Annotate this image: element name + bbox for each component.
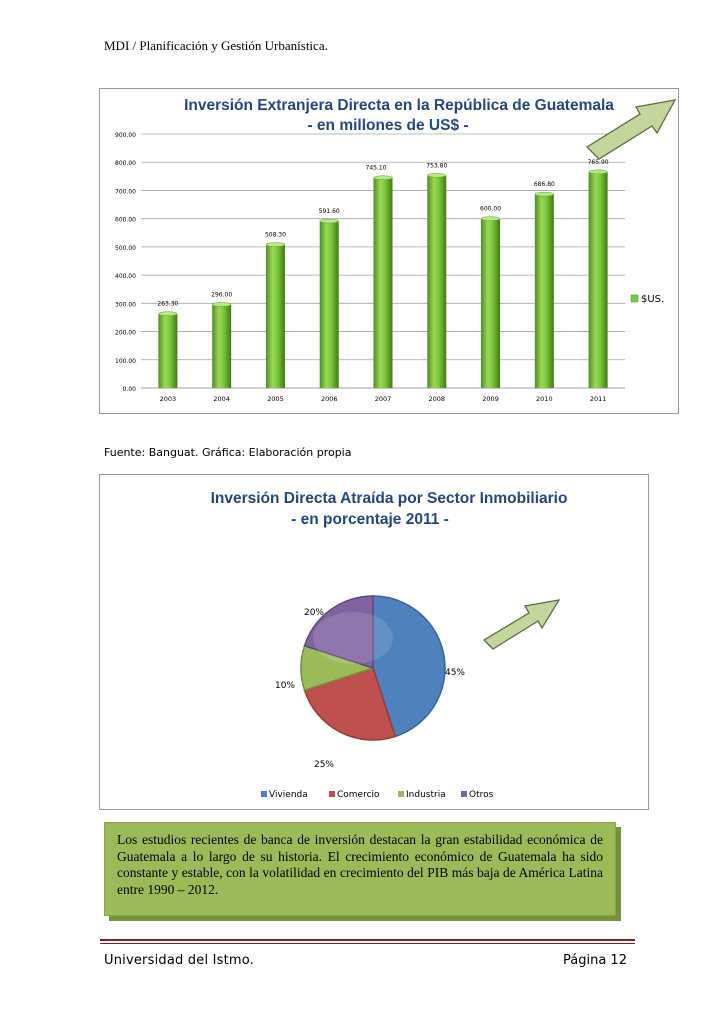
x-tick-label: 2005	[267, 395, 284, 403]
legend-swatch	[329, 791, 335, 797]
bar	[589, 172, 608, 388]
y-tick-label: 400.00	[115, 273, 136, 281]
data-label: 591.60	[318, 208, 340, 216]
bar-top	[266, 243, 285, 247]
data-label: 263.30	[157, 300, 179, 308]
legend-label: Industria	[406, 790, 446, 800]
bar	[427, 175, 446, 388]
y-tick-label: 500.00	[115, 244, 136, 252]
bar-top	[427, 173, 446, 177]
info-textbox	[104, 822, 616, 916]
legend-swatch	[261, 791, 267, 797]
bar-top	[212, 302, 231, 306]
bar	[158, 314, 177, 388]
bar	[535, 194, 554, 388]
bar-top	[481, 217, 500, 221]
data-label: 765.90	[587, 158, 609, 166]
bar-chart-title-line1: Inversión Extranjera Directa en la República de Guatemala	[184, 97, 614, 114]
bar-top	[535, 192, 554, 196]
bar	[374, 178, 393, 388]
pie-data-label: 10%	[274, 681, 296, 691]
pie-chart	[100, 475, 648, 809]
x-tick-label: 2008	[428, 395, 446, 403]
bar-top	[589, 170, 608, 174]
legend-label: Vivienda	[269, 790, 308, 800]
pie-chart-title-line1: Inversión Directa Atraída por Sector Inmobiliario	[210, 490, 568, 507]
source-note: Fuente: Banguat. Gráfica: Elaboración propia	[104, 446, 352, 459]
data-label: 508.30	[264, 231, 286, 239]
x-tick-label: 2004	[213, 395, 230, 403]
bar-top	[374, 176, 393, 180]
bar-chart-title-line2: - en millones de US$ -	[307, 117, 469, 134]
bar	[212, 304, 231, 388]
up-arrow-icon	[585, 95, 680, 167]
bar-chart-legend: $US.	[641, 294, 665, 305]
bar	[320, 221, 339, 388]
legend-swatch	[631, 295, 638, 302]
y-tick-label: 200.00	[115, 329, 136, 337]
data-label: 686.80	[533, 181, 555, 189]
pie-chart-title-line2: - en porcentaje 2011 -	[291, 511, 449, 528]
info-paragraph: Los estudios recientes de banca de inversión destacan la gran estabilidad económica de Guatemala a lo largo de su historia. El crecimiento económico de Guatemala ha sido constante y estable, con la volatilidad en crecimiento del PIB más baja de América Latina entre 1990 – 2012.	[117, 832, 603, 897]
y-tick-label: 100.00	[115, 357, 136, 365]
footer-divider-thin	[100, 943, 635, 944]
bar	[481, 219, 500, 388]
pie-highlight	[313, 612, 393, 664]
page-header: MDI / Planificación y Gestión Urbanística.	[104, 38, 328, 53]
pie-data-label: 20%	[303, 608, 325, 618]
y-tick-label: 700.00	[115, 188, 136, 196]
y-tick-label: 800.00	[115, 160, 136, 168]
y-tick-label: 0.00	[122, 386, 136, 393]
x-tick-label: 2010	[536, 395, 553, 403]
pie-data-label: 25%	[313, 760, 335, 770]
y-tick-label: 600.00	[115, 216, 136, 224]
footer-university: Universidad del Istmo.	[104, 953, 255, 968]
footer-divider	[100, 939, 635, 941]
pie-chart-frame	[99, 474, 649, 810]
bar	[266, 245, 285, 388]
legend-swatch	[398, 791, 404, 797]
y-tick-label: 300.00	[115, 301, 136, 309]
data-label: 753.80	[426, 162, 448, 170]
data-label: 745.10	[365, 164, 387, 172]
up-arrow-icon	[482, 596, 562, 656]
legend-swatch	[461, 791, 467, 797]
x-tick-label: 2006	[320, 395, 338, 403]
legend-label: Otros	[469, 790, 494, 800]
legend-label: Comercio	[337, 790, 380, 800]
footer-page-number: Página 12	[563, 953, 627, 968]
data-label: 600.00	[480, 205, 502, 213]
x-tick-label: 2007	[374, 395, 392, 403]
y-tick-label: 900.00	[115, 132, 136, 139]
pie-data-label: 45%	[444, 668, 466, 678]
x-tick-label: 2003	[159, 395, 177, 403]
bar-top	[158, 312, 177, 316]
x-tick-label: 2009	[482, 395, 499, 403]
bar-top	[320, 219, 339, 223]
x-tick-label: 2011	[589, 395, 607, 403]
data-label: 296.00	[211, 291, 233, 299]
